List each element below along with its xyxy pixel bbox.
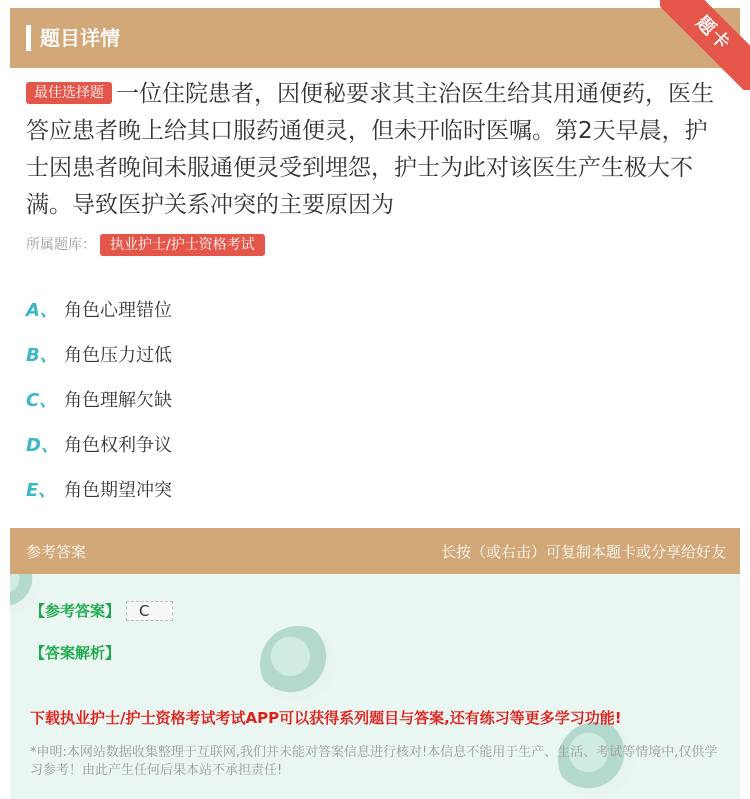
option-text: 角色心理错位 bbox=[64, 299, 172, 321]
option-text: 角色期望冲突 bbox=[64, 479, 172, 501]
option-letter: A、 bbox=[26, 299, 58, 321]
option-text: 角色压力过低 bbox=[64, 344, 172, 366]
disclaimer-text: *申明:本网站数据收集整理于互联网,我们并未能对答案信息进行核对!本信息不能用于生产、生活、考试等情境中,仅供学习参考！由此产生任何后果本站不承担责任! bbox=[30, 745, 718, 778]
share-hint: 长按（或右击）可复制本题卡或分享给好友 bbox=[440, 543, 726, 561]
option-c[interactable] bbox=[26, 376, 172, 421]
source-line bbox=[26, 234, 265, 256]
question-block bbox=[26, 76, 726, 224]
option-b[interactable] bbox=[26, 331, 172, 376]
question-text: 一位住院患者，因便秘要求其主治医生给其用通便药，医生答应患者晚上给其口服药通便灵，但未开临时医嘱。第2天早晨，护士因患者晚间未服通便灵受到埋怨，护士为此对该医生产生极大不满。导致医护关系冲突的主要原因为 bbox=[26, 81, 714, 218]
option-letter: C、 bbox=[26, 389, 58, 411]
option-letter: D、 bbox=[26, 434, 59, 456]
source-label: 所属题库： bbox=[26, 237, 96, 253]
option-d[interactable] bbox=[26, 421, 172, 466]
answer-value: C bbox=[126, 601, 172, 621]
ribbon-label: 题卡 bbox=[660, 0, 750, 90]
analysis-label: 【答案解析】 bbox=[30, 644, 121, 662]
header bbox=[10, 8, 740, 68]
answer-label: 【参考答案】 bbox=[30, 602, 121, 620]
option-letter: B、 bbox=[26, 344, 58, 366]
question-type-tag: 最佳选择题 bbox=[26, 82, 112, 104]
answer-body bbox=[10, 574, 740, 799]
option-text: 角色权利争议 bbox=[64, 434, 172, 456]
source-tag[interactable]: 执业护士/护士资格考试 bbox=[100, 234, 265, 256]
page-title: 题目详情 bbox=[40, 26, 120, 50]
app-promo-link[interactable]: 下载执业护士/护士资格考试考试APP可以获得系列题目与答案,还有练习等更多学习功能! bbox=[30, 709, 622, 727]
answer-line bbox=[30, 600, 173, 621]
option-letter: E、 bbox=[26, 479, 57, 501]
options-list bbox=[26, 286, 172, 511]
watermark-swirl-icon bbox=[260, 626, 336, 702]
option-text: 角色理解欠缺 bbox=[64, 389, 172, 411]
header-accent-bar bbox=[26, 25, 31, 51]
answer-header bbox=[10, 528, 740, 574]
option-e[interactable] bbox=[26, 466, 172, 511]
answer-section-label: 参考答案 bbox=[26, 543, 87, 561]
option-a[interactable] bbox=[26, 286, 172, 331]
